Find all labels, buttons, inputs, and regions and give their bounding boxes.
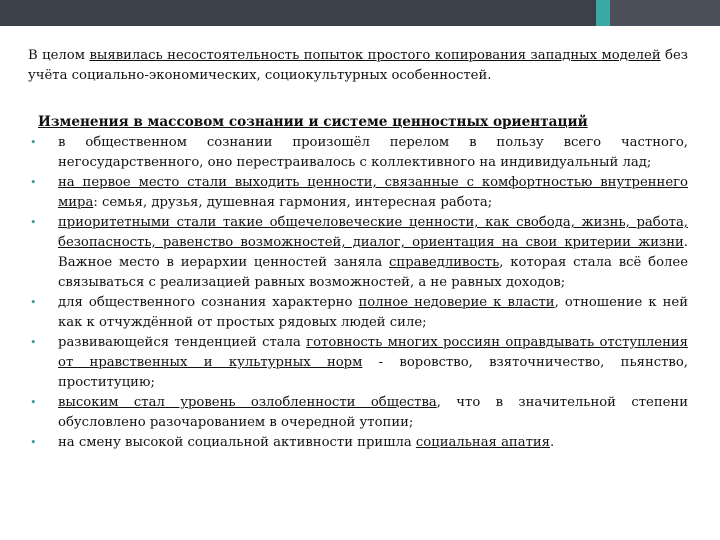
bullet-text — [58, 395, 688, 430]
bullet-item — [28, 213, 688, 293]
bullet-text — [58, 435, 554, 450]
bullet-item — [28, 393, 688, 433]
bullet-text — [58, 135, 688, 170]
text-run: , которая стала всё более связываться с реализацией равных возможностей, а не равных доходов; — [58, 255, 688, 290]
bullet-icon: • — [30, 436, 37, 449]
slide-top-bar — [0, 0, 720, 26]
underlined-phrase: полное недоверие к власти — [358, 295, 555, 310]
bullet-text — [58, 175, 688, 210]
underlined-phrase: готовность многих россиян оправдывать отступления от нравственных и культурных норм — [58, 335, 688, 370]
bullet-item — [28, 433, 688, 453]
intro-paragraph — [28, 46, 688, 86]
underlined-phrase: выявилась несостоятельность попыток простого копирования западных моделей — [89, 48, 661, 63]
bullet-item — [28, 293, 688, 333]
text-run: , что в значительной степени обусловлено разочарованием в очередной утопии; — [58, 395, 688, 430]
top-bar-right-segment — [610, 0, 720, 26]
text-run: . Важное место в иерархии ценностей заняла — [58, 235, 688, 270]
bullet-item — [28, 173, 688, 213]
underlined-phrase: справедливость — [389, 255, 500, 270]
underlined-phrase: приоритетными стали такие общечеловеческие ценности, как свобода, жизнь, работа, безопасность, равенство возможностей, диалог, ориентация на свои критерии жизни — [58, 215, 688, 250]
text-run: - воровство, взяточничество, пьянство, проституцию; — [58, 355, 688, 390]
bullet-list — [28, 133, 688, 453]
bullet-icon: • — [30, 336, 37, 349]
text-run: развивающейся тенденцией стала — [58, 335, 307, 350]
underlined-phrase: социальная апатия — [415, 435, 550, 450]
bullet-item — [28, 133, 688, 173]
text-run: на смену высокой социальной активности пришла — [58, 435, 416, 450]
bullet-text — [58, 335, 688, 390]
bullet-icon: • — [30, 216, 37, 229]
bullet-icon: • — [30, 296, 37, 309]
bullet-text — [58, 295, 688, 330]
text-run: В целом — [28, 48, 90, 63]
underlined-phrase: на первое место стали выходить ценности, связанные с комфортностью внутреннего мира — [58, 175, 688, 210]
text-run: в общественном сознании произошёл перелом в пользу всего частного, негосударственного, оно перестраивалось с коллективного на индивидуальный лад; — [58, 135, 688, 170]
text-run: . — [550, 435, 555, 450]
underlined-phrase: высоким стал уровень озлобленности общества — [58, 395, 437, 410]
bullet-text — [58, 215, 688, 290]
top-bar-accent-segment — [596, 0, 610, 26]
section-heading: Изменения в массовом сознании и системе ценностных ориентаций — [38, 114, 588, 130]
text-run: без учёта социально-экономических, социокультурных особенностей. — [28, 48, 688, 83]
top-bar-dark-segment — [0, 0, 596, 26]
bullet-item — [28, 333, 688, 393]
text-run: : семья, друзья, душевная гармония, интересная работа; — [93, 195, 493, 210]
bullet-icon: • — [30, 136, 37, 149]
text-run: , отношение к ней как к отчуждённой от простых рядовых людей силе; — [58, 295, 689, 330]
text-run: для общественного сознания характерно — [58, 295, 359, 310]
bullet-icon: • — [30, 396, 37, 409]
bullet-icon: • — [30, 176, 37, 189]
